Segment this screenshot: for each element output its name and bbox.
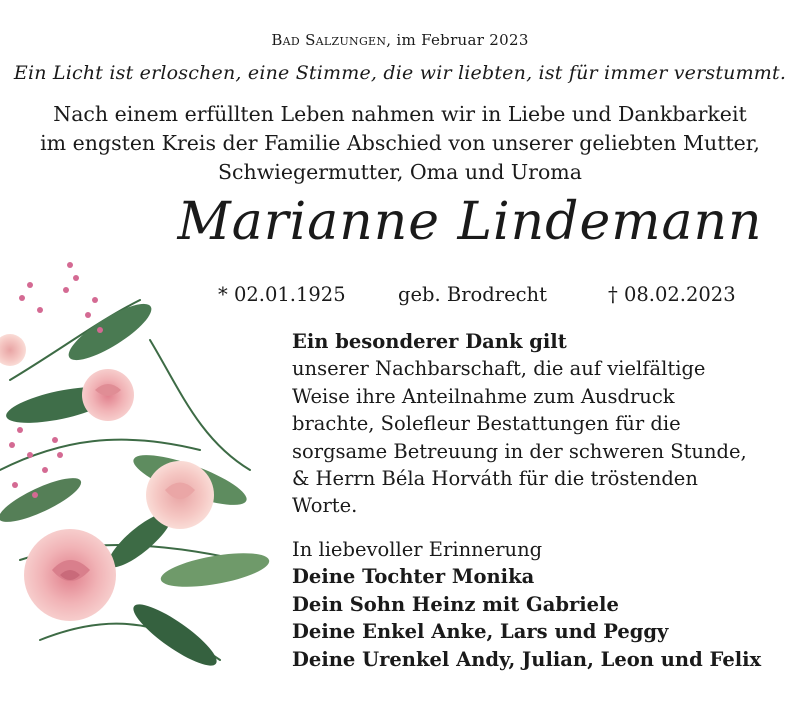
family-section [292, 536, 792, 673]
intro-line: Nach einem erfüllten Leben nahmen wir in Liebe und Dankbarkeit [53, 102, 747, 126]
memorial-quote: Ein Licht ist erloschen, eine Stimme, die wir liebten, ist für immer verstummt. [13, 62, 787, 84]
dateline [0, 31, 800, 49]
maiden-name: geb. Brodrecht [398, 283, 547, 306]
deceased-name: Marianne Lindemann [177, 192, 763, 252]
death-date: † 08.02.2023 [608, 283, 736, 306]
thanks-line: unserer Nachbarschaft, die auf vielfältige [292, 357, 706, 381]
birth-date: * 02.01.1925 [218, 283, 346, 306]
intro-line: Schwiegermutter, Oma und Uroma [218, 160, 582, 184]
dateline-date: im Februar 2023 [391, 31, 529, 49]
intro-text [20, 100, 780, 187]
family-intro: In liebevoller Erinnerung [292, 538, 543, 561]
dateline-place: Bad Salzungen, [271, 31, 392, 49]
family-member: Deine Urenkel Andy, Julian, Leon und Felix [292, 647, 762, 671]
thanks-line: & Herrn Béla Horváth für die tröstenden [292, 467, 698, 491]
thanks-line: brachte, Solefleur Bestattungen für die [292, 412, 681, 436]
thanks-section [292, 328, 792, 520]
thanks-line: Worte. [292, 494, 358, 518]
intro-line: im engsten Kreis der Familie Abschied von unserer geliebten Mutter, [40, 131, 760, 155]
thanks-line: Weise ihre Anteilnahme zum Ausdruck [292, 384, 675, 408]
family-member: Dein Sohn Heinz mit Gabriele [292, 592, 619, 616]
flower-arrangement-icon [0, 240, 290, 707]
family-member: Deine Tochter Monika [292, 565, 535, 589]
thanks-heading: Ein besonderer Dank gilt [292, 330, 567, 353]
family-member: Deine Enkel Anke, Lars und Peggy [292, 620, 669, 644]
thanks-line: sorgsame Betreuung in der schweren Stunde, [292, 439, 747, 463]
